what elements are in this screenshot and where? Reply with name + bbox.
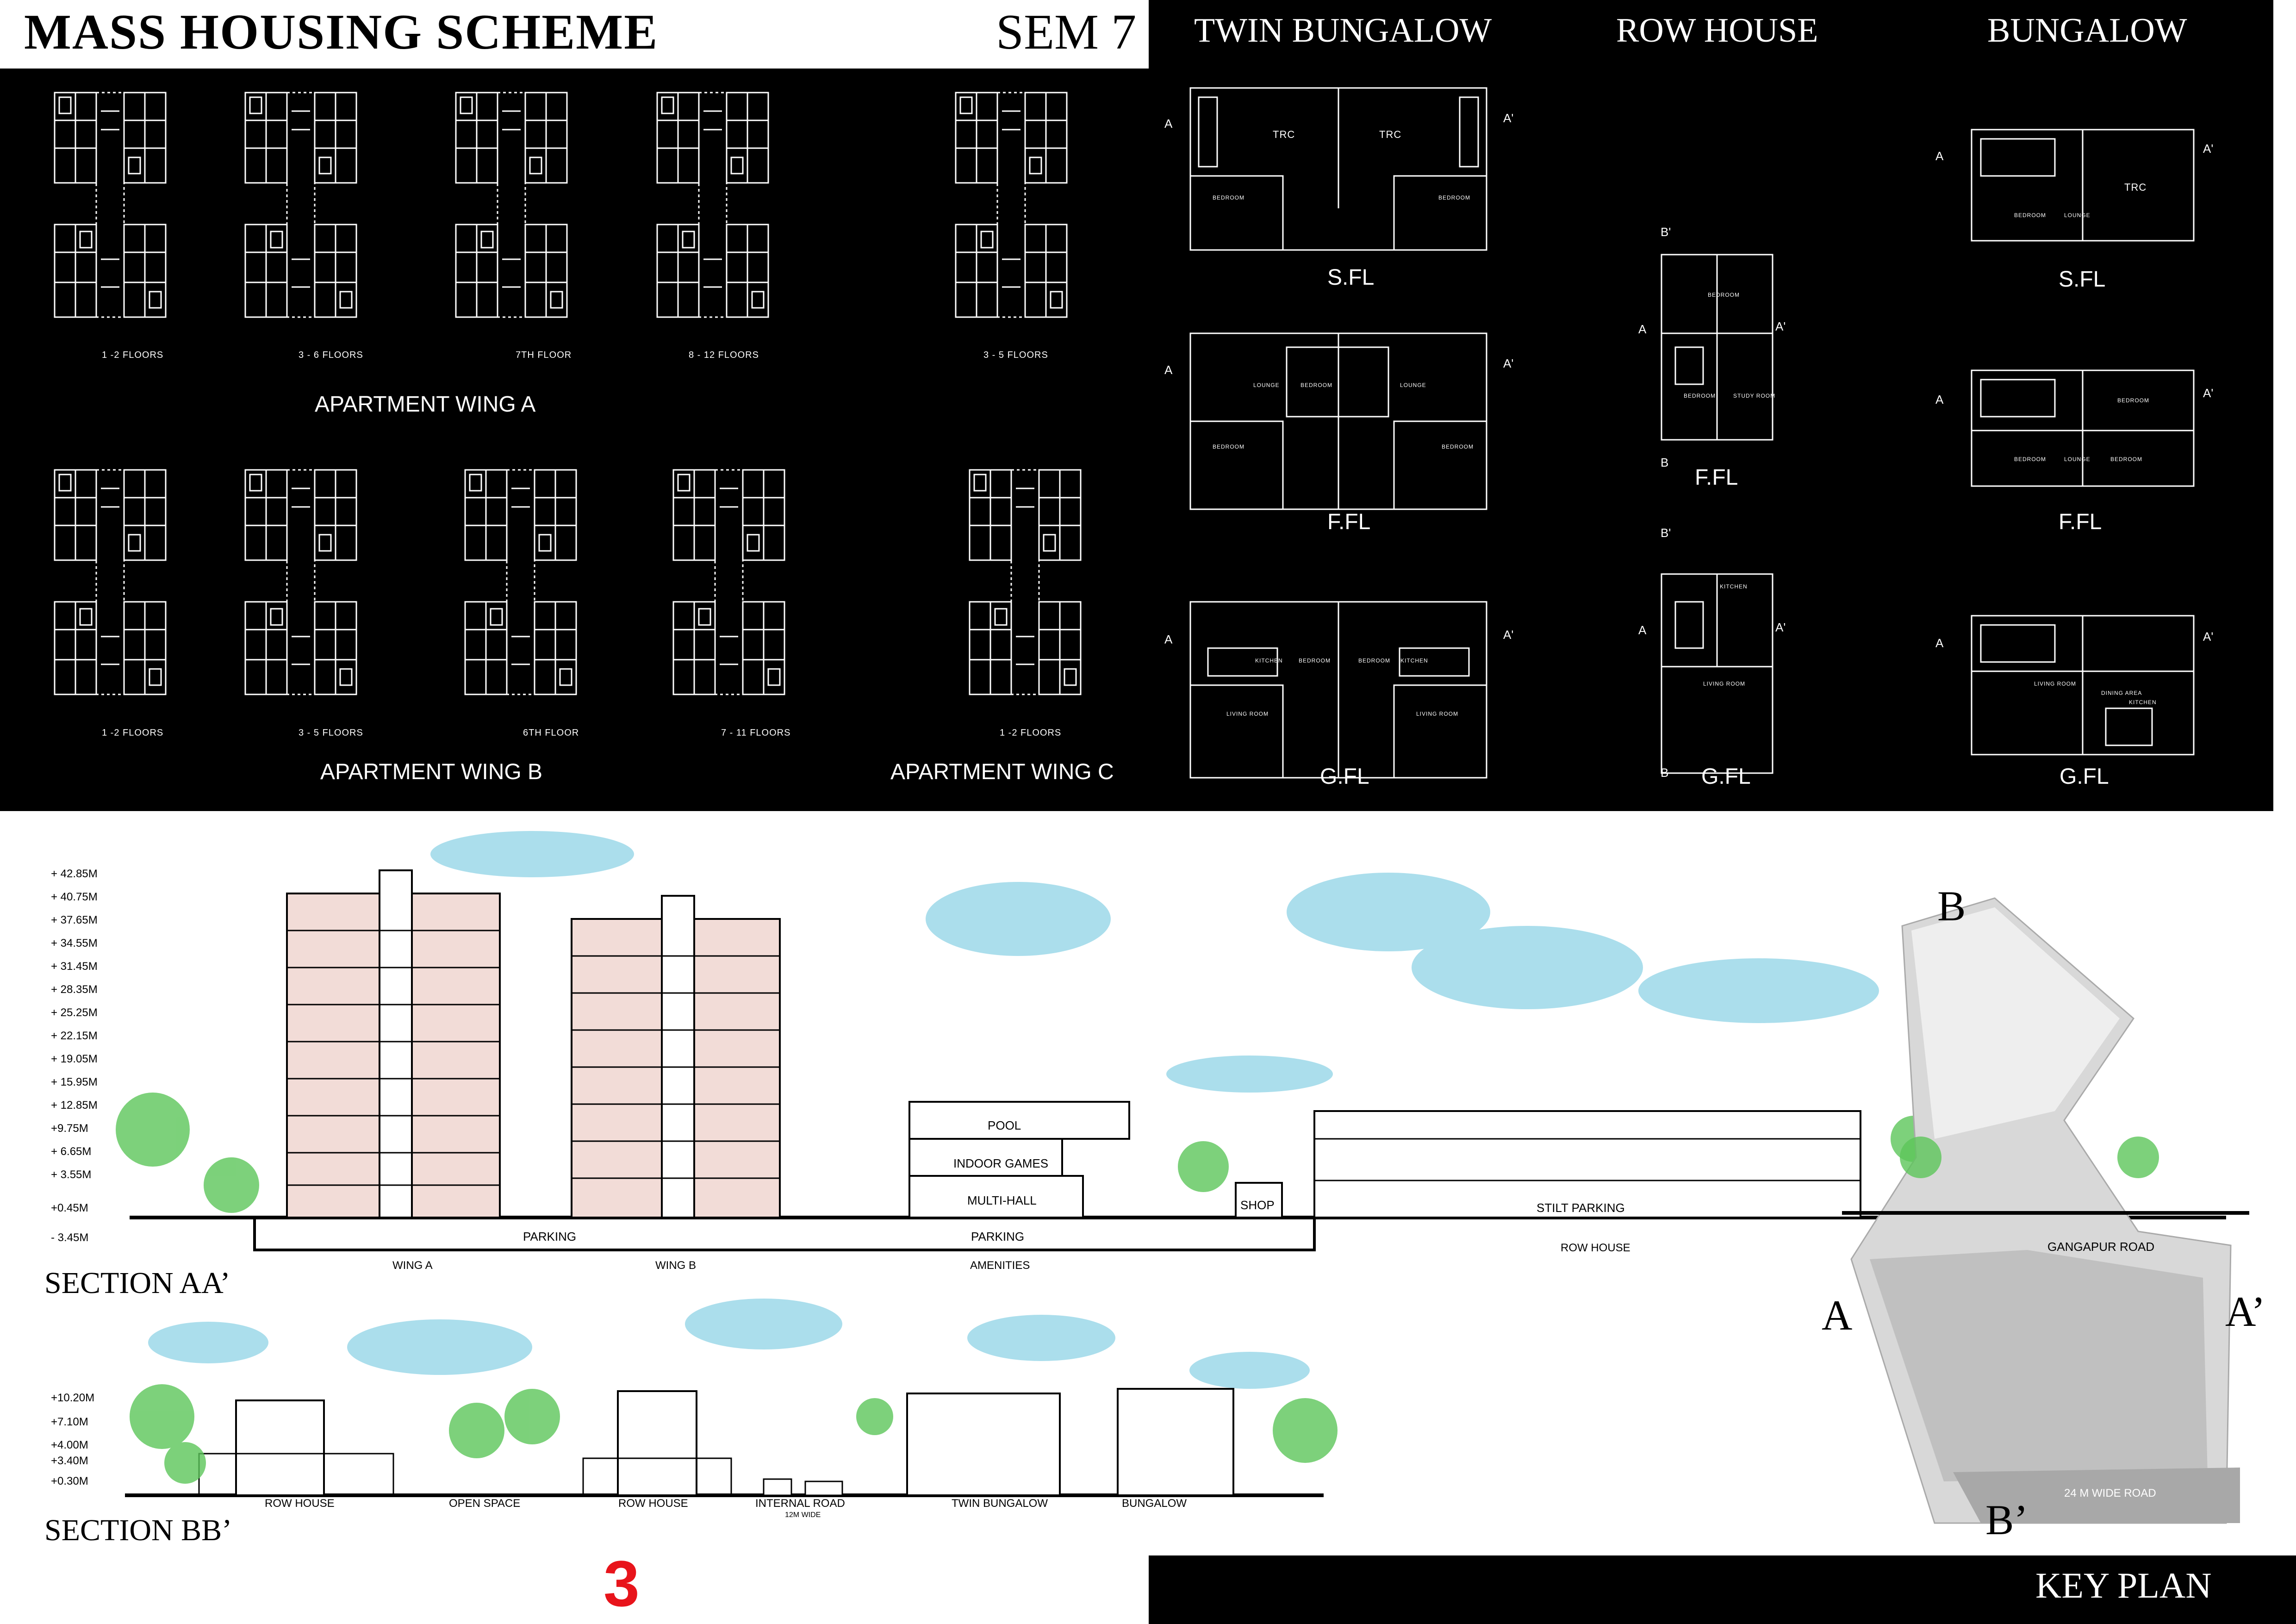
level-mark: + 25.25M [51, 1006, 98, 1019]
section-label: ROW HOUSE [618, 1497, 688, 1510]
section-marker: A' [1775, 620, 1786, 634]
wing-a-floor-label: 3 - 5 FLOORS [983, 350, 1048, 360]
room-label: KITCHEN [1720, 583, 1748, 590]
key-plan-marker-b: B [1937, 882, 1966, 930]
section-marker: A [1164, 632, 1173, 646]
section-marker: A' [1503, 356, 1514, 370]
floor-label: S.FL [1327, 265, 1375, 290]
room-label: TRC [2124, 181, 2147, 193]
section-label: INTERNAL ROAD [755, 1497, 845, 1510]
level-mark: +10.20M [51, 1392, 95, 1404]
level-mark: + 37.65M [51, 914, 98, 926]
room-label: KITCHEN [1255, 657, 1283, 664]
room-label: BEDROOM [2117, 397, 2150, 404]
room-label: LIVING ROOM [2034, 681, 2077, 687]
floor-label: F.FL [1695, 465, 1738, 490]
room-label: BEDROOM [2110, 456, 2143, 462]
floor-label: F.FL [2059, 510, 2102, 534]
level-mark: +0.45M [51, 1202, 88, 1214]
wide-road-label: 24 M WIDE ROAD [2064, 1487, 2156, 1499]
room-label: BEDROOM [1213, 443, 1245, 450]
section-marker: B' [1661, 225, 1671, 239]
room-label: LOUNGE [2064, 456, 2091, 462]
section-marker: A [1638, 623, 1647, 637]
section-marker: A [1935, 393, 1944, 406]
section-bb-title: SECTION BB’ [44, 1513, 232, 1547]
section-marker: B [1661, 456, 1669, 469]
room-label: BEDROOM [2014, 212, 2047, 219]
wing-a-title: APARTMENT WING A [315, 392, 536, 417]
wing-c-title: APARTMENT WING C [890, 760, 1114, 784]
level-mark: + 31.45M [51, 960, 98, 973]
page-title: MASS HOUSING SCHEME [24, 5, 659, 60]
room-label: BEDROOM [1684, 393, 1716, 399]
section-label: BUNGALOW [1122, 1497, 1187, 1510]
wing-b-floor-label: 3 - 5 FLOORS [299, 728, 363, 738]
level-mark: + 19.05M [51, 1053, 98, 1065]
section-bb-drawing [0, 1278, 1805, 1528]
wing-b-floor-label: 7 - 11 FLOORS [721, 728, 791, 738]
room-label: LIVING ROOM [1416, 711, 1459, 717]
section-marker: B' [1661, 526, 1671, 540]
section-label: ROW HOUSE [1561, 1242, 1630, 1254]
key-plan-marker-b-prime: B’ [1985, 1496, 2028, 1543]
row-house-heading: ROW HOUSE [1616, 12, 1818, 50]
section-aa-title: SECTION AA’ [44, 1266, 230, 1300]
wing-b-title: APARTMENT WING B [320, 760, 543, 784]
semester-label: SEM 7 [996, 5, 1137, 60]
section-marker: A' [1503, 111, 1514, 125]
room-label: LOUNGE [1400, 382, 1426, 388]
room-label: TRC [1379, 129, 1402, 140]
room-label: BEDROOM [1300, 382, 1333, 388]
key-plan-marker-a-prime: A’ [2225, 1288, 2265, 1335]
section-label: TWIN BUNGALOW [952, 1497, 1048, 1510]
level-mark: - 3.45M [51, 1231, 89, 1244]
section-marker: A [1638, 322, 1647, 336]
level-mark: + 22.15M [51, 1030, 98, 1042]
wing-a-floor-label: 3 - 6 FLOORS [299, 350, 363, 360]
section-label: PARKING [971, 1230, 1025, 1243]
floor-label: G.FL [2060, 764, 2109, 789]
section-marker: A [1935, 149, 1944, 163]
level-mark: +3.40M [51, 1455, 88, 1467]
room-label: BEDROOM [1299, 657, 1331, 664]
level-mark: + 34.55M [51, 937, 98, 949]
level-mark: + 28.35M [51, 983, 98, 996]
sheet-number: 3 [604, 1547, 640, 1620]
level-mark: + 3.55M [51, 1168, 92, 1181]
level-mark: +0.30M [51, 1475, 88, 1487]
room-label: BEDROOM [1213, 194, 1245, 201]
twin-bungalow-heading: TWIN BUNGALOW [1194, 12, 1492, 50]
section-label: MULTI-HALL [967, 1193, 1037, 1207]
room-label: LIVING ROOM [1226, 711, 1269, 717]
section-label: POOL [988, 1118, 1021, 1132]
room-label: LOUNGE [1253, 382, 1280, 388]
floor-label: F.FL [1327, 510, 1371, 534]
gangapur-road-label: GANGAPUR ROAD [2047, 1240, 2155, 1254]
key-plan-title: KEY PLAN [2035, 1565, 2212, 1605]
section-marker: A [1164, 363, 1173, 377]
section-marker: A' [2203, 630, 2214, 643]
key-plan-drawing [1842, 880, 2249, 1546]
wing-b-floor-label: 6TH FLOOR [523, 728, 579, 738]
room-label: LIVING ROOM [1703, 681, 1746, 687]
level-mark: +7.10M [51, 1416, 88, 1428]
floor-label: G.FL [1320, 764, 1369, 789]
section-label: INDOOR GAMES [953, 1156, 1049, 1170]
level-mark: + 42.85M [51, 868, 98, 880]
section-label: SHOP [1240, 1198, 1275, 1212]
section-marker: A [1935, 636, 1944, 650]
room-label: BEDROOM [1442, 443, 1474, 450]
section-label: AMENITIES [970, 1259, 1030, 1272]
wing-a-floor-label: 7TH FLOOR [516, 350, 572, 360]
section-label: STILT PARKING [1537, 1201, 1625, 1215]
section-label: 12M WIDE [785, 1511, 821, 1519]
apartment-plans-drawing [0, 0, 1148, 806]
level-mark: + 12.85M [51, 1099, 98, 1112]
section-marker: A [1164, 117, 1173, 131]
section-label: WING A [392, 1259, 433, 1272]
section-marker: A' [1503, 628, 1514, 642]
wing-c-floor-label: 1 -2 FLOORS [1000, 728, 1062, 738]
section-label: ROW HOUSE [265, 1497, 335, 1510]
level-mark: + 6.65M [51, 1145, 92, 1158]
room-label: BEDROOM [1358, 657, 1391, 664]
floor-label: S.FL [2059, 267, 2106, 292]
level-mark: + 40.75M [51, 891, 98, 903]
section-label: PARKING [523, 1230, 577, 1243]
room-label: BEDROOM [1708, 292, 1740, 298]
room-label: BEDROOM [1438, 194, 1471, 201]
section-marker: A' [2203, 386, 2214, 400]
room-label: KITCHEN [2129, 699, 2157, 706]
section-label: WING B [655, 1259, 696, 1272]
level-mark: +4.00M [51, 1439, 88, 1451]
wing-a-floor-label: 8 - 12 FLOORS [689, 350, 759, 360]
key-plan-marker-a: A [1822, 1292, 1853, 1339]
room-label: BEDROOM [2014, 456, 2047, 462]
section-marker: B [1661, 766, 1669, 780]
level-mark: +9.75M [51, 1122, 88, 1135]
room-label: DINING AREA [2101, 690, 2142, 696]
room-label: STUDY ROOM [1733, 393, 1776, 399]
level-mark: + 15.95M [51, 1076, 98, 1088]
section-marker: A' [2203, 142, 2214, 156]
bungalow-heading: BUNGALOW [1987, 12, 2187, 50]
floor-label: G.FL [1701, 764, 1751, 789]
room-label: TRC [1273, 129, 1295, 140]
section-marker: A' [1775, 319, 1786, 333]
wing-b-floor-label: 1 -2 FLOORS [102, 728, 164, 738]
wing-a-floor-label: 1 -2 FLOORS [102, 350, 164, 360]
room-label: KITCHEN [1400, 657, 1428, 664]
room-label: LOUNGE [2064, 212, 2091, 219]
section-label: OPEN SPACE [449, 1497, 521, 1510]
house-plans-drawing [1152, 69, 2268, 810]
